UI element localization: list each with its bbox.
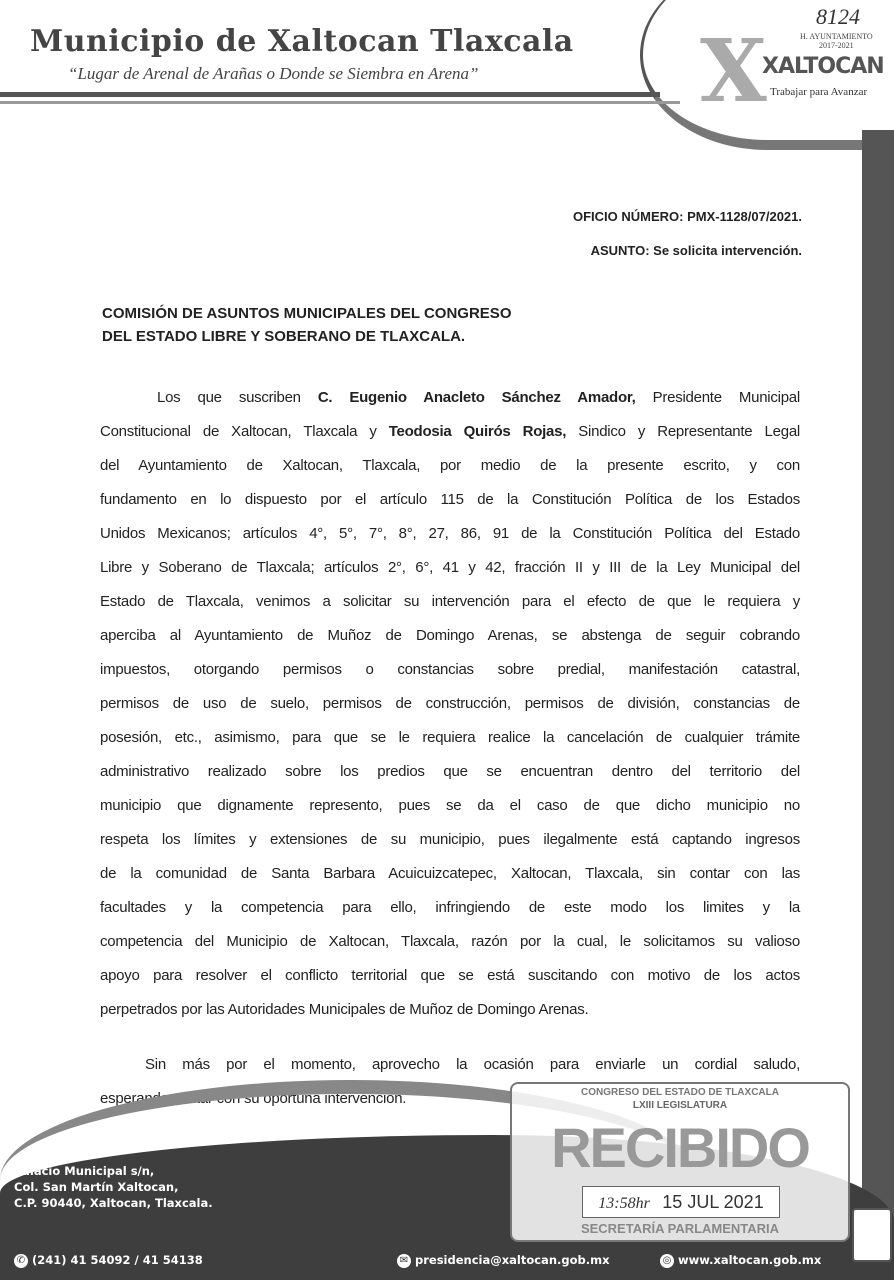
text-segment: Unidos Mexicanos; artículos 4°, 5°, 7°, 8°, 27, 86, 91 de la Constitución Política del Estado (100, 525, 800, 542)
text-line (100, 590, 800, 624)
oficio-subject (573, 234, 802, 268)
address-line: C.P. 90440, Xaltocan, Tlaxcala. (14, 1196, 213, 1210)
addressee-line: DEL ESTADO LIBRE Y SOBERANO DE TLAXCALA. (102, 328, 466, 345)
text-segment: perpetrados por las Autoridades Municipales de Muñoz de Domingo Arenas. (100, 1001, 589, 1018)
text-line (100, 896, 800, 930)
text-line (100, 964, 800, 998)
bold-name: Teodosia Quirós Rojas, (388, 423, 567, 440)
envelope-icon: ✉ (397, 1254, 411, 1268)
text-line (100, 522, 800, 556)
footer-phone (14, 1253, 203, 1268)
text-segment: esperando contar con su oportuna intervención. (100, 1090, 407, 1107)
text-segment: Sindico y Representante Legal (566, 423, 800, 440)
globe-icon: ◎ (660, 1254, 674, 1268)
stamp-time: 13:58hr (598, 1195, 650, 1212)
text-line (100, 454, 800, 488)
stamp-top-text: CONGRESO DEL ESTADO DE TLAXCALA (581, 1087, 779, 1098)
text-segment: competencia del Municipio de Xaltocan, Tlaxcala, razón por la cual, le solicitamos su valioso (100, 933, 800, 950)
oficio-number-value: PMX-1128/07/2021. (687, 209, 802, 224)
oficio-subject-label: ASUNTO: (590, 243, 650, 258)
stamp-bottom-text: SECRETARÍA PARLAMENTARIA (580, 1221, 780, 1236)
text-segment: Constitucional de Xaltocan, Tlaxcala y (100, 423, 389, 440)
text-segment: permisos de uso de suelo, permisos de construcción, permisos de división, constancias de (100, 695, 800, 712)
addressee-line: COMISIÓN DE ASUNTOS MUNICIPALES DEL CONGRESO (102, 305, 512, 322)
header-rule (0, 92, 660, 97)
text-segment: posesión, etc., asimismo, para que se le requiera realice la cancelación de cualquier trámite (100, 729, 800, 746)
text-segment: Libre y Soberano de Tlaxcala; artículos 2°, 6°, 41 y 42, fracción II y III de la Ley Municipal del (100, 559, 800, 576)
phone-text: (241) 41 54092 / 41 54138 (32, 1253, 203, 1267)
addressee (102, 302, 511, 348)
text-line (100, 726, 800, 760)
text-line (100, 828, 800, 862)
oficio-subject-value: Se solicita intervención. (653, 243, 802, 258)
logo-period: 2017-2021 (819, 41, 854, 50)
header-rule-secondary (0, 101, 680, 104)
received-stamp (510, 1082, 850, 1242)
text-line (100, 692, 800, 726)
letter-body (100, 386, 800, 1032)
bold-name: C. Eugenio Anacleto Sánchez Amador, (317, 389, 636, 406)
text-line (100, 658, 800, 692)
stamp-received-word: RECIBIDO (551, 1116, 809, 1179)
stamp-legislatura: LXIII LEGISLATURA (632, 1100, 728, 1111)
text-segment: apoyo para resolver el conflicto territorial que se está suscitando con motivo de los actos (100, 967, 800, 984)
text-segment: fundamento en lo dispuesto por el artículo 115 de la Constitución Política de los Estados (100, 491, 800, 508)
stamp-date-box (582, 1186, 780, 1218)
text-line (100, 420, 800, 454)
text-line (100, 760, 800, 794)
website-text[interactable]: www.xaltocan.gob.mx (678, 1253, 822, 1267)
email-text[interactable]: presidencia@xaltocan.gob.mx (415, 1253, 610, 1267)
right-decorative-bar (862, 130, 894, 1280)
xaltocan-logo (700, 21, 890, 122)
text-line (100, 930, 800, 964)
text-line (100, 862, 800, 896)
text-segment: aperciba al Ayuntamiento de Muñoz de Domingo Arenas, se abstenga de seguir cobrando (100, 627, 800, 644)
phone-icon: ✆ (14, 1254, 28, 1268)
text-line (100, 556, 800, 590)
text-segment: Sin más por el momento, aprovecho la ocasión para enviarle un cordial saludo, (145, 1056, 800, 1073)
text-segment: del Ayuntamiento de Xaltocan, Tlaxcala, por medio de la presente escrito, y con (100, 457, 800, 474)
logo-ayuntamiento-text: H. AYUNTAMIENTO (800, 32, 873, 41)
address-line: Col. San Martín Xaltocan, (14, 1180, 179, 1194)
logo-name: XALTOCAN (762, 54, 884, 79)
text-segment: municipio que dignamente represento, pues se da el caso de que dicho municipio no (100, 797, 800, 814)
municipality-title: Municipio de Xaltocan Tlaxcala (30, 24, 574, 59)
text-line (100, 488, 800, 522)
logo-ayuntamiento (800, 32, 873, 50)
text-segment: de la comunidad de Santa Barbara Acuicuizcatepec, Xaltocan, Tlaxcala, sin contar con las (100, 865, 800, 882)
handwritten-number: 8124 (816, 4, 860, 29)
logo-x-mark: X (700, 21, 767, 122)
text-line (100, 624, 800, 658)
text-line (157, 386, 800, 420)
footer-website[interactable] (660, 1253, 821, 1268)
text-segment: Estado de Tlaxcala, venimos a solicitar su intervención para el efecto de que le requiera y (100, 593, 800, 610)
address-line: Palacio Municipal s/n, (14, 1164, 155, 1178)
logo-slogan: Trabajar para Avanzar (770, 86, 868, 98)
footer-address (14, 1163, 213, 1211)
text-segment: respeta los límites y extensiones de su municipio, pues ilegalmente está captando ingresos (100, 831, 800, 848)
text-segment: Presidente Municipal (635, 389, 800, 406)
oficio-block (573, 200, 802, 268)
oficio-number (573, 200, 802, 234)
oficio-number-label: OFICIO NÚMERO: (572, 209, 684, 224)
text-line (100, 998, 800, 1032)
text-segment: facultades y la competencia para ello, infringiendo de este modo los limites y la (100, 899, 800, 916)
text-segment: impuestos, otorgando permisos o constancias sobre predial, manifestación catastral, (100, 661, 800, 678)
footer-email[interactable] (397, 1253, 610, 1268)
text-segment: administrativo realizado sobre los predios que se encuentran dentro del territorio del (100, 763, 800, 780)
text-segment: Los que suscriben (157, 389, 318, 406)
municipality-motto: “Lugar de Arenal de Arañas o Donde se Siembra en Arena” (68, 64, 479, 83)
municipal-seal-icon (852, 1208, 892, 1262)
stamp-date: 15 JUL 2021 (662, 1192, 764, 1212)
text-line (100, 794, 800, 828)
